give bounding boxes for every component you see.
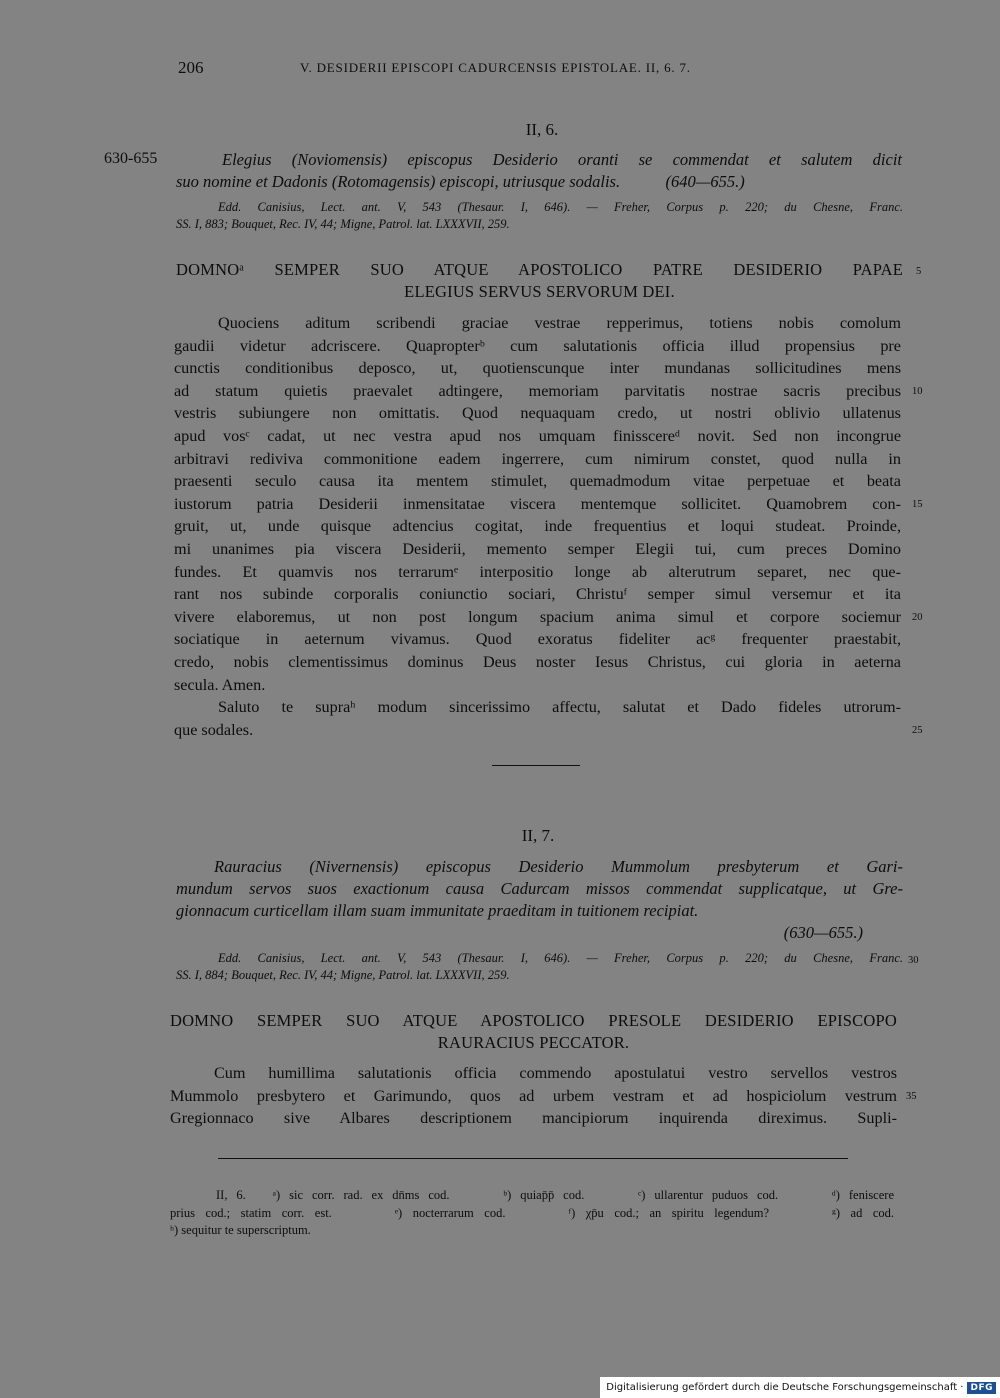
letter-6-address <box>176 259 903 303</box>
line-number: 25 <box>912 724 923 736</box>
text-line: fundes. Et quamvis nos terrarumᵉ interpositio longe ab alterutrum separet, nec que- <box>174 562 901 581</box>
address-line: DOMNOᵃ SEMPER SUO ATQUE APOSTOLICO PATRE DESIDERIO PAPAE <box>176 260 903 279</box>
text-line: secula. Amen. <box>174 675 266 694</box>
footnote-line: prius cod.; statim corr. est. ᵉ) nocterrarum cod. ᶠ) χp̄u cod.; an spiritu legendum? ᵍ) ad cod. <box>170 1205 894 1220</box>
line-number: 5 <box>916 266 922 277</box>
letter-6-body <box>174 312 901 741</box>
address-line: ELEGIUS SERVUS SERVORUM DEI. <box>404 282 675 301</box>
footnote-line: II, 6. ᵃ) sic corr. rad. ex dn̄ms cod. ᵇ) quiap̄p̄ cod. ᶜ) ullarentur puduos cod. ᵈ) feniscere <box>216 1188 894 1202</box>
letter-6-summary <box>176 149 902 193</box>
text-line: rant nos subinde corporalis coniunctio sociari, Christuᶠ semper simul versemur et ita <box>174 585 901 604</box>
letter-7-editions <box>176 950 903 984</box>
page-header <box>0 58 1000 82</box>
section-divider <box>492 765 580 766</box>
text-line: que sodales. <box>174 720 254 739</box>
line-number: 35 <box>906 1090 917 1102</box>
text-line: Quociens aditum scribendi graciae vestrae repperimus, totiens nobis comolum <box>218 314 901 332</box>
line-number: 15 <box>912 498 923 510</box>
footnotes <box>170 1187 894 1240</box>
address-line: DOMNO SEMPER SUO ATQUE APOSTOLICO PRESOLE DESIDERIO EPISCOPO <box>170 1011 897 1030</box>
text-line: Saluto te supraʰ modum sincerissimo affectu, salutat et Dado fideles utrorum- <box>218 698 901 717</box>
text-line: credo, nobis clementissimus dominus Deus noster Iesus Christus, cui gloria in aeterna <box>174 652 901 671</box>
line-number: 30 <box>908 955 919 966</box>
editions-line: SS. I, 883; Bouquet, Rec. IV, 44; Migne, Patrol. lat. LXXXVII, 259. <box>176 217 510 231</box>
text-line: Gregionnaco sive Albares descriptionem mancipiorum inquirenda direximus. Supli- <box>170 1109 897 1128</box>
letter-6-heading: II, 6. <box>525 120 559 139</box>
footer-text: Digitalisierung gefördert durch die Deutsche Forschungsgemeinschaft · <box>606 1382 964 1393</box>
running-title: V. DESIDERII EPISCOPI CADURCENSIS EPISTOLAE. II, 6. 7. <box>300 60 691 75</box>
editions-line: SS. I, 884; Bouquet, Rec. IV, 44; Migne, Patrol. lat. LXXXVII, 259. <box>176 968 510 982</box>
page-number: 206 <box>178 58 204 77</box>
text-line: vestris subiungere non omittatis. Quod nequaquam credo, ut nostri oblivio ullatenus <box>174 404 901 423</box>
summary-date: (630—655.) <box>783 923 863 942</box>
letter-7-summary <box>176 856 903 944</box>
margin-date: 630-655 <box>104 150 158 167</box>
text-line: gaudii videtur adcriscere. Quapropterᵇ cum salutationis officia illud propensius pre <box>174 336 901 355</box>
summary-line: Elegius (Noviomensis) episcopus Desiderio oranti se commendat et salutem dicit <box>222 150 902 169</box>
text-line: iustorum patria Desiderii inmensitatae viscera mentemque sollicitet. Quamobrem con- <box>174 494 901 513</box>
summary-line: suo nomine et Dadonis (Rotomagensis) episcopi, utriusque sodalis. (640—655.) <box>176 172 745 191</box>
summary-line: gionnacum curticellam illam suam immunitate praeditam in tuitionem recipiat. <box>176 901 699 920</box>
letter-7-address <box>170 1010 897 1054</box>
text-line: vivere elaboremus, ut non post longum spacium anima simul et corpore sociemur <box>174 607 901 626</box>
text-line: cunctis conditionibus deposco, ut, quotienscunque inter mundanas sollicitudines mens <box>174 359 901 378</box>
address-line: RAURACIUS PECCATOR. <box>437 1033 630 1052</box>
footnote-line: ʰ) sequitur te superscriptum. <box>170 1223 311 1237</box>
text-line: praesenti seculo causa ita mentem stimulet, quemadmodum vitae perpetuae et beata <box>174 472 901 491</box>
summary-line: Rauracius (Nivernensis) episcopus Desiderio Mummolum presbyterum et Gari- <box>214 857 903 876</box>
text-line: Mummolo presbytero et Garimundo, quos ad urbem vestram et ad hospiciolum vestrum <box>170 1086 897 1105</box>
letter-6-editions <box>176 199 903 233</box>
line-number: 20 <box>912 611 923 623</box>
text-line: ad statum quietis praevalet adtingere, memoriam parvitatis nostrae sacris precibus <box>174 381 901 400</box>
text-line: gruit, ut, unde quisque adtencius cogitat, inde frequentius et loqui studeat. Proinde, <box>174 517 901 536</box>
digitization-footer <box>600 1377 1000 1398</box>
letter-7-heading: II, 7. <box>521 826 555 845</box>
editions-line: Edd. Canisius, Lect. ant. V, 543 (Thesaur. I, 646). — Freher, Corpus p. 220; du Chesne, Franc. <box>218 951 903 965</box>
text-line: mi unanimes pia viscera Desiderii, memento semper Elegii tui, cum preces Domino <box>174 539 901 558</box>
footnote-rule <box>218 1158 848 1159</box>
line-number: 10 <box>912 385 923 397</box>
text-line: Cum humillima salutationis officia commendo apostulatui vestro servellos vestros <box>214 1064 897 1082</box>
dfg-logo: DFG <box>967 1382 996 1394</box>
text-line: sociatique in aeternum vivamus. Quod exoratus fideliter acᵍ frequenter praestabit, <box>174 630 901 649</box>
editions-line: Edd. Canisius, Lect. ant. V, 543 (Thesaur. I, 646). — Freher, Corpus p. 220; du Chesne, Franc. <box>218 200 903 214</box>
text-line: arbitravi rediviva commonitione eadem ingerrere, cum nimirum constet, quod nulla in <box>174 449 901 468</box>
letter-7-body <box>170 1062 897 1130</box>
text-line: apud vosᶜ cadat, ut nec vestra apud nos umquam finisscereᵈ novit. Sed non incongrue <box>174 426 901 445</box>
summary-line: mundum servos suos exactionum causa Cadurcam missos commendat supplicatque, ut Gre- <box>176 879 903 898</box>
